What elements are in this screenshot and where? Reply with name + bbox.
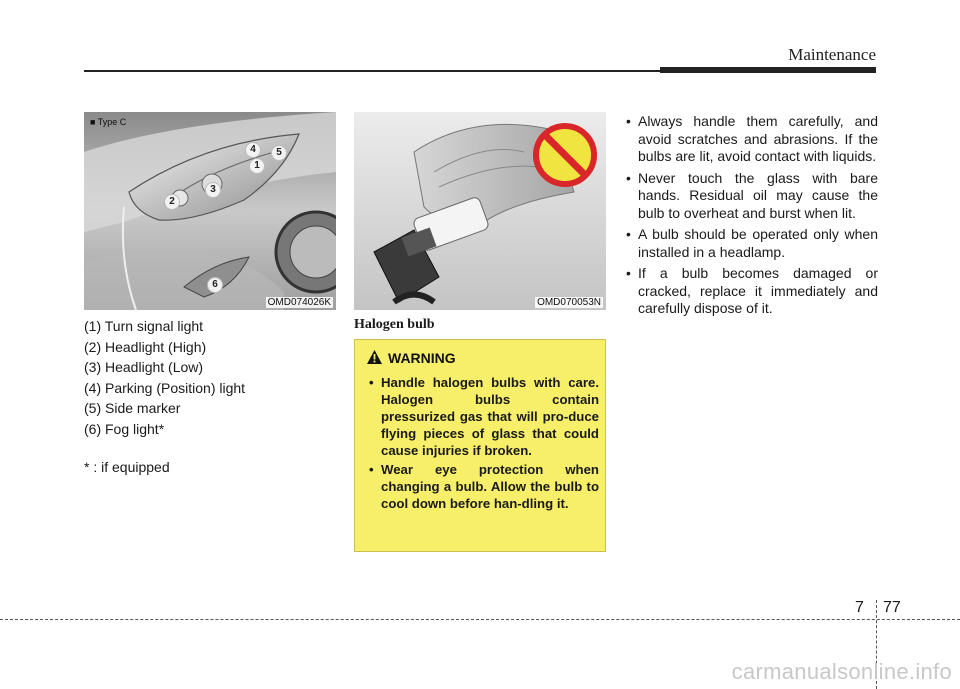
header-rule-accent: [660, 67, 876, 73]
warning-item: • Wear eye protection when changing a bulb. Allow the bulb to cool down before han-dling it.: [369, 461, 599, 512]
image-code: OMD074026K: [267, 297, 331, 308]
page-number: 77: [883, 599, 901, 616]
headlamp-figure: [84, 112, 336, 310]
legend-item: (4) Parking (Position) light: [84, 379, 246, 396]
prohibition-icon: [532, 122, 598, 188]
warning-triangle-icon: [367, 350, 382, 364]
precaution-item: • Never touch the glass with bare hands. Residual oil may cause the bulb to overheat and burst when lit.: [624, 170, 878, 223]
callout-6: 6: [207, 277, 223, 293]
precaution-item: • Always handle them carefully, and avoid scratches and abrasions. If the bulbs are lit, avoid contact with liquids.: [624, 113, 878, 166]
precaution-item: • A bulb should be operated only when installed in a headlamp.: [624, 226, 878, 261]
legend-item: (5) Side marker: [84, 400, 181, 416]
section-title: Maintenance: [788, 45, 876, 64]
warning-item: • Handle halogen bulbs with care. Halogen bulbs contain pressurized gas that will pro-duce flying pieces of glass that could cause injuries if broken.: [369, 374, 599, 459]
image-code: OMD070053N: [537, 297, 601, 308]
watermark: carmanualsonline.info: [731, 659, 952, 684]
legend-item: (1) Turn signal light: [84, 318, 204, 334]
footer-rule: [0, 619, 960, 620]
chapter-number: 7: [855, 599, 864, 616]
precaution-item: • If a bulb becomes damaged or cracked, replace it immediately and carefully dispose of it.: [624, 265, 878, 318]
warning-list: [369, 374, 599, 514]
warning-box: [354, 339, 606, 552]
warning-title: WARNING: [388, 350, 456, 366]
halogen-caption: Halogen bulb: [354, 317, 435, 332]
legend-item: (6) Fog light*: [84, 420, 165, 437]
callout-4: 4: [245, 142, 261, 158]
legend-list: [84, 316, 334, 439]
callout-2: 2: [164, 194, 180, 210]
callout-1: 1: [249, 158, 265, 174]
footnote: * : if equipped: [84, 459, 170, 475]
warning-heading: [367, 350, 456, 366]
legend-item: (3) Headlight (Low): [84, 359, 204, 375]
type-label: ■ Type C: [90, 117, 127, 127]
header-rule: [84, 70, 660, 72]
callout-5: 5: [271, 145, 287, 161]
legend-item: (2) Headlight (High): [84, 338, 207, 355]
precautions-list: [624, 113, 878, 322]
callout-3: 3: [205, 182, 221, 198]
halogen-bulb-figure: [354, 112, 606, 310]
